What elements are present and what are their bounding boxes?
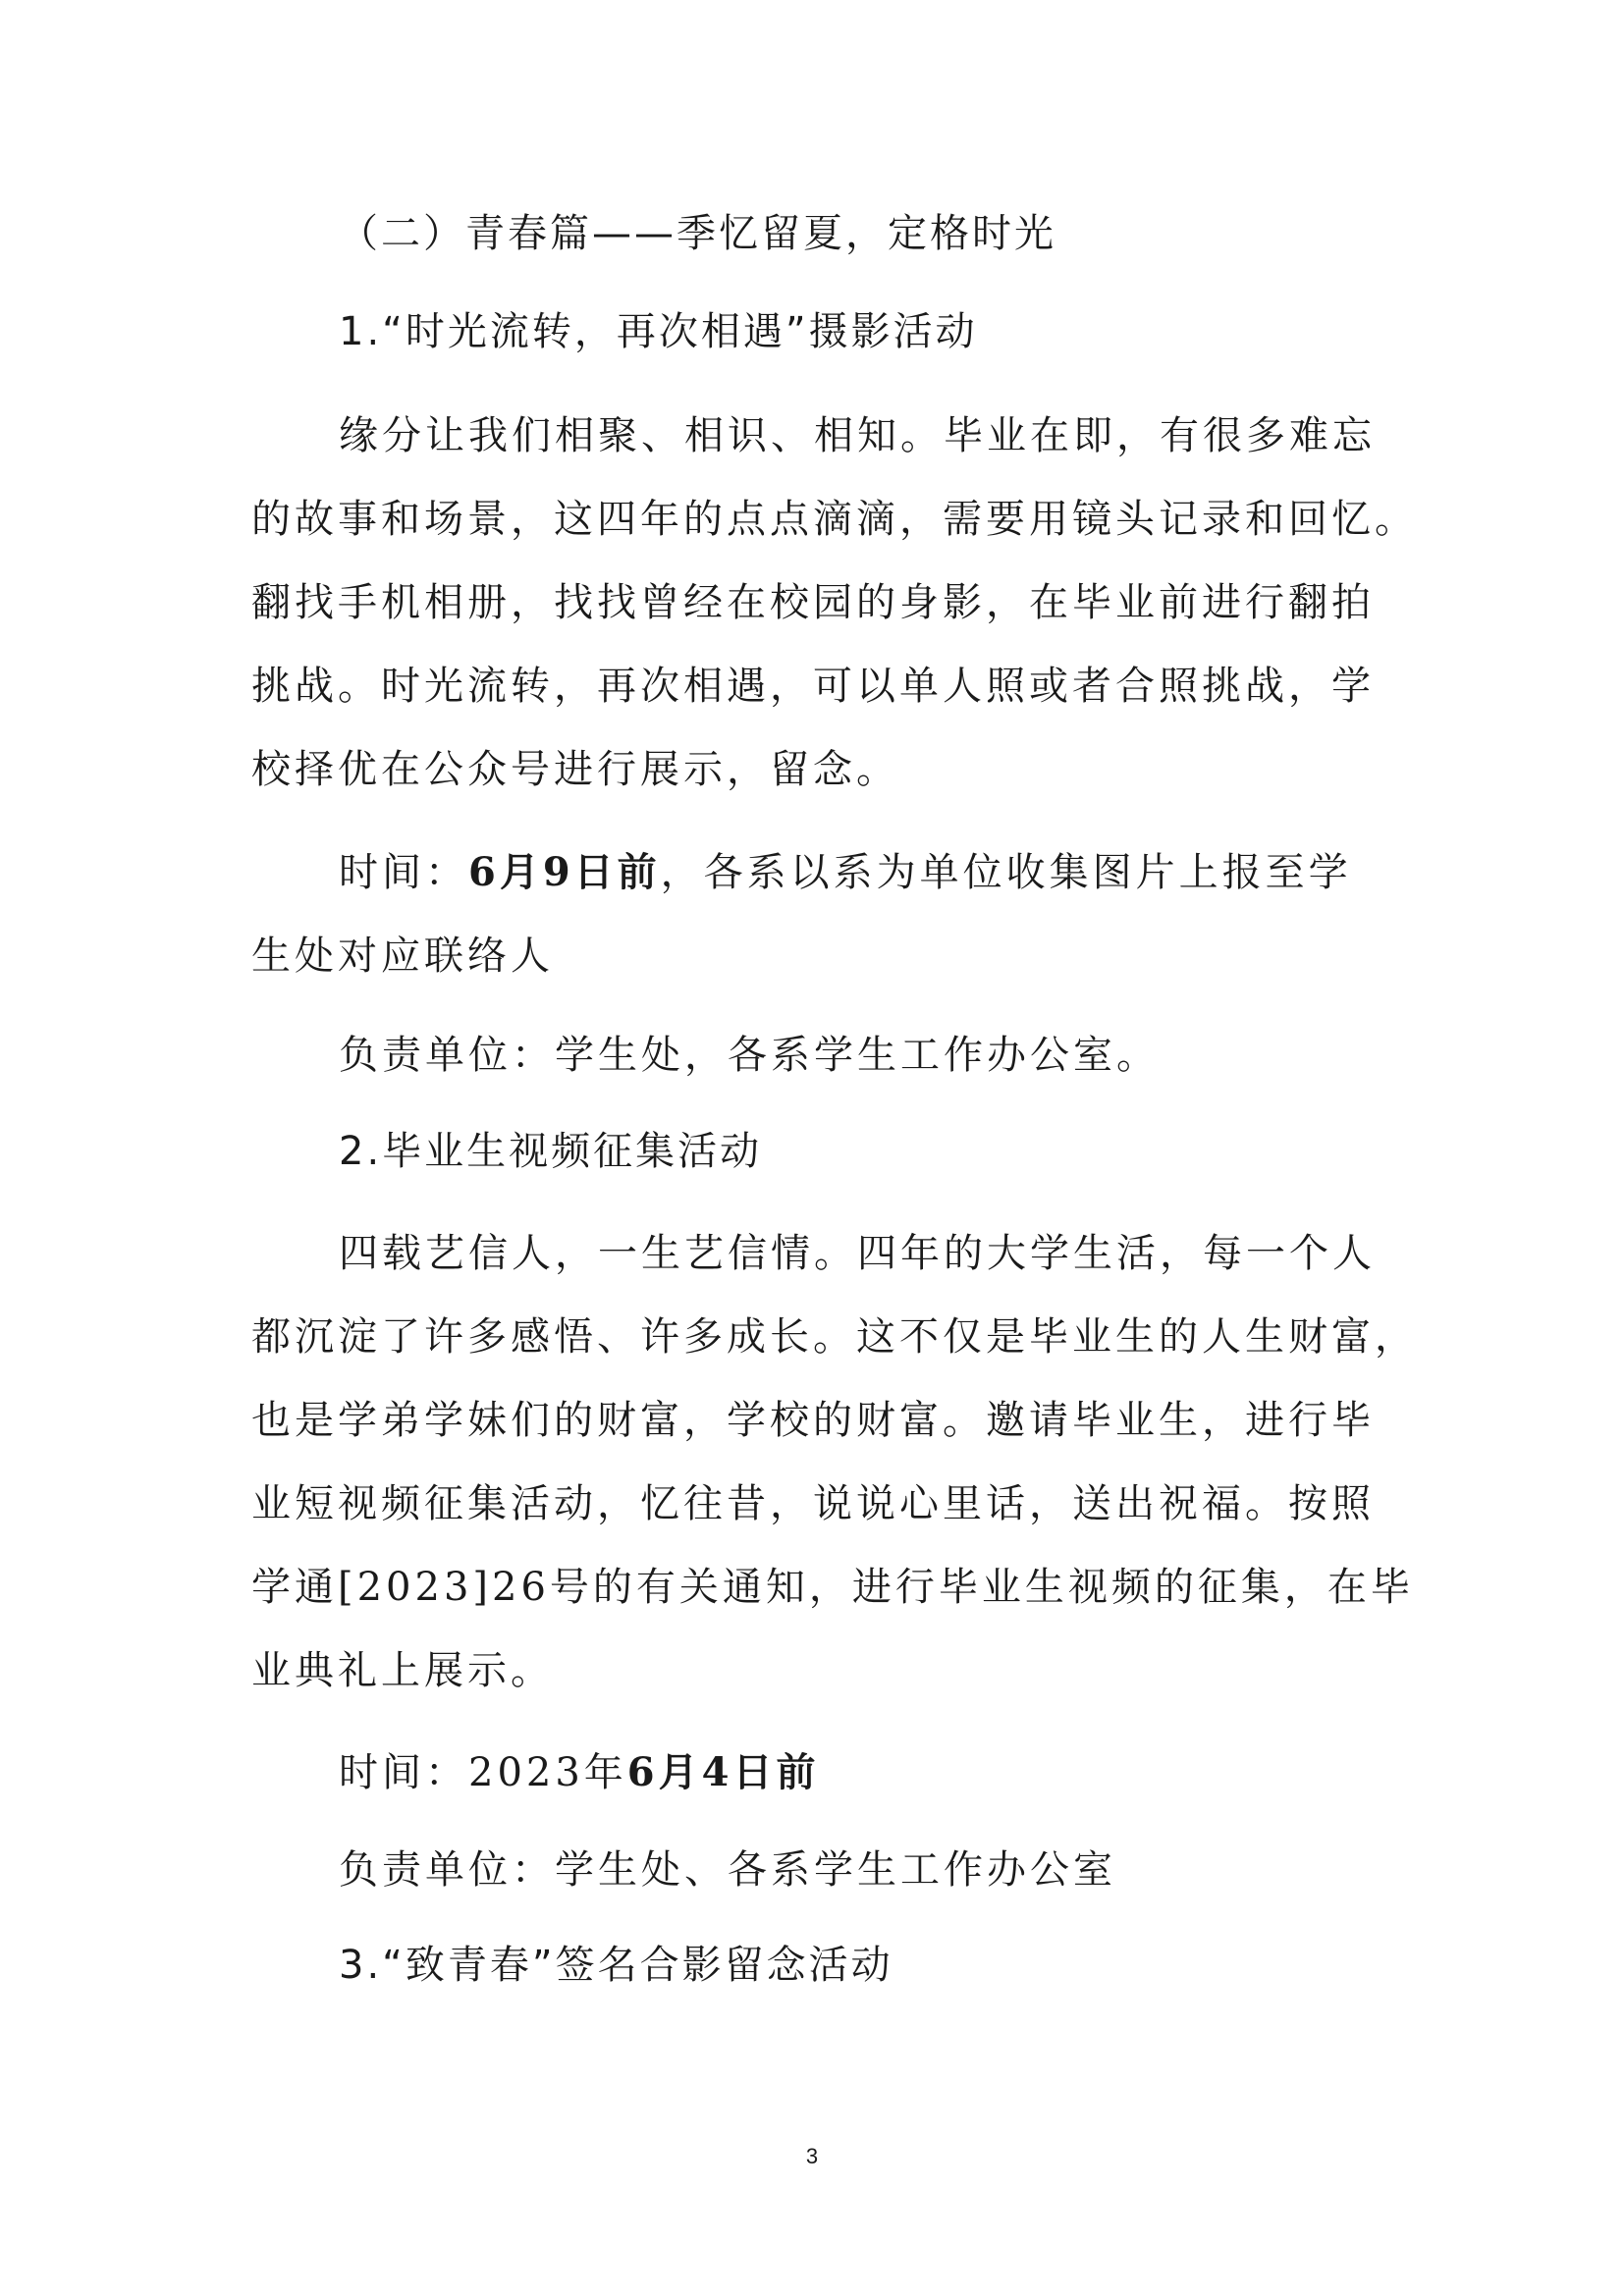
item1-time-rest: ，各系以系为单位收集图片上报至学 [660,850,1352,895]
item2-paragraph-line: 业典礼上展示。 [251,1648,554,1693]
page-number: 3 [805,2144,819,2168]
item3-title: 3.“致青春”签名合影留念活动 [339,1943,893,1988]
item2-paragraph-line: 业短视频征集活动，忆往昔，说说心里话，送出祝福。按照 [251,1481,1375,1526]
item2-time-value: 6月4日前 [626,1749,820,1795]
item1-time-label: 时间： [339,850,468,895]
item2-paragraph-line: 学通[2023]26号的有关通知，进行毕业生视频的征集，在毕 [251,1565,1414,1610]
item2-paragraph-line: 都沉淀了许多感悟、许多成长。这不仅是毕业生的人生财富， [251,1314,1418,1360]
item1-paragraph-line: 翻找手机相册，找找曾经在校园的身影，在毕业前进行翻拍 [251,580,1375,625]
item2-paragraph-line: 也是学弟学妹们的财富，学校的财富。邀请毕业生，进行毕 [251,1398,1375,1443]
item1-paragraph-line: 校择优在公众号进行展示，留念。 [251,747,899,792]
item1-title: 1.“时光流转，再次相遇”摄影活动 [339,309,978,354]
item2-responsible: 负责单位：学生处、各系学生工作办公室 [339,1847,1116,1893]
item1-paragraph-line: 缘分让我们相聚、相识、相知。毕业在即，有很多难忘 [339,413,1376,458]
item1-paragraph-line: 的故事和场景，这四年的点点滴滴，需要用镜头记录和回忆。 [251,497,1418,542]
item1-time-value: 6月9日前 [468,849,661,895]
item1-time-line [339,849,1352,895]
section-heading: （二）青春篇——季忆留夏，定格时光 [339,211,1056,256]
item2-paragraph-line: 四载艺信人，一生艺信情。四年的大学生活，每一个人 [339,1231,1376,1276]
item2-time-line [339,1749,820,1795]
item1-time-line-continued: 生处对应联络人 [251,934,554,979]
item2-time-label: 时间：2023年 [339,1750,627,1795]
item1-responsible: 负责单位：学生处，各系学生工作办公室。 [339,1033,1160,1078]
item2-title: 2.毕业生视频征集活动 [339,1129,763,1174]
item1-paragraph-line: 挑战。时光流转，再次相遇，可以单人照或者合照挑战，学 [251,664,1375,709]
